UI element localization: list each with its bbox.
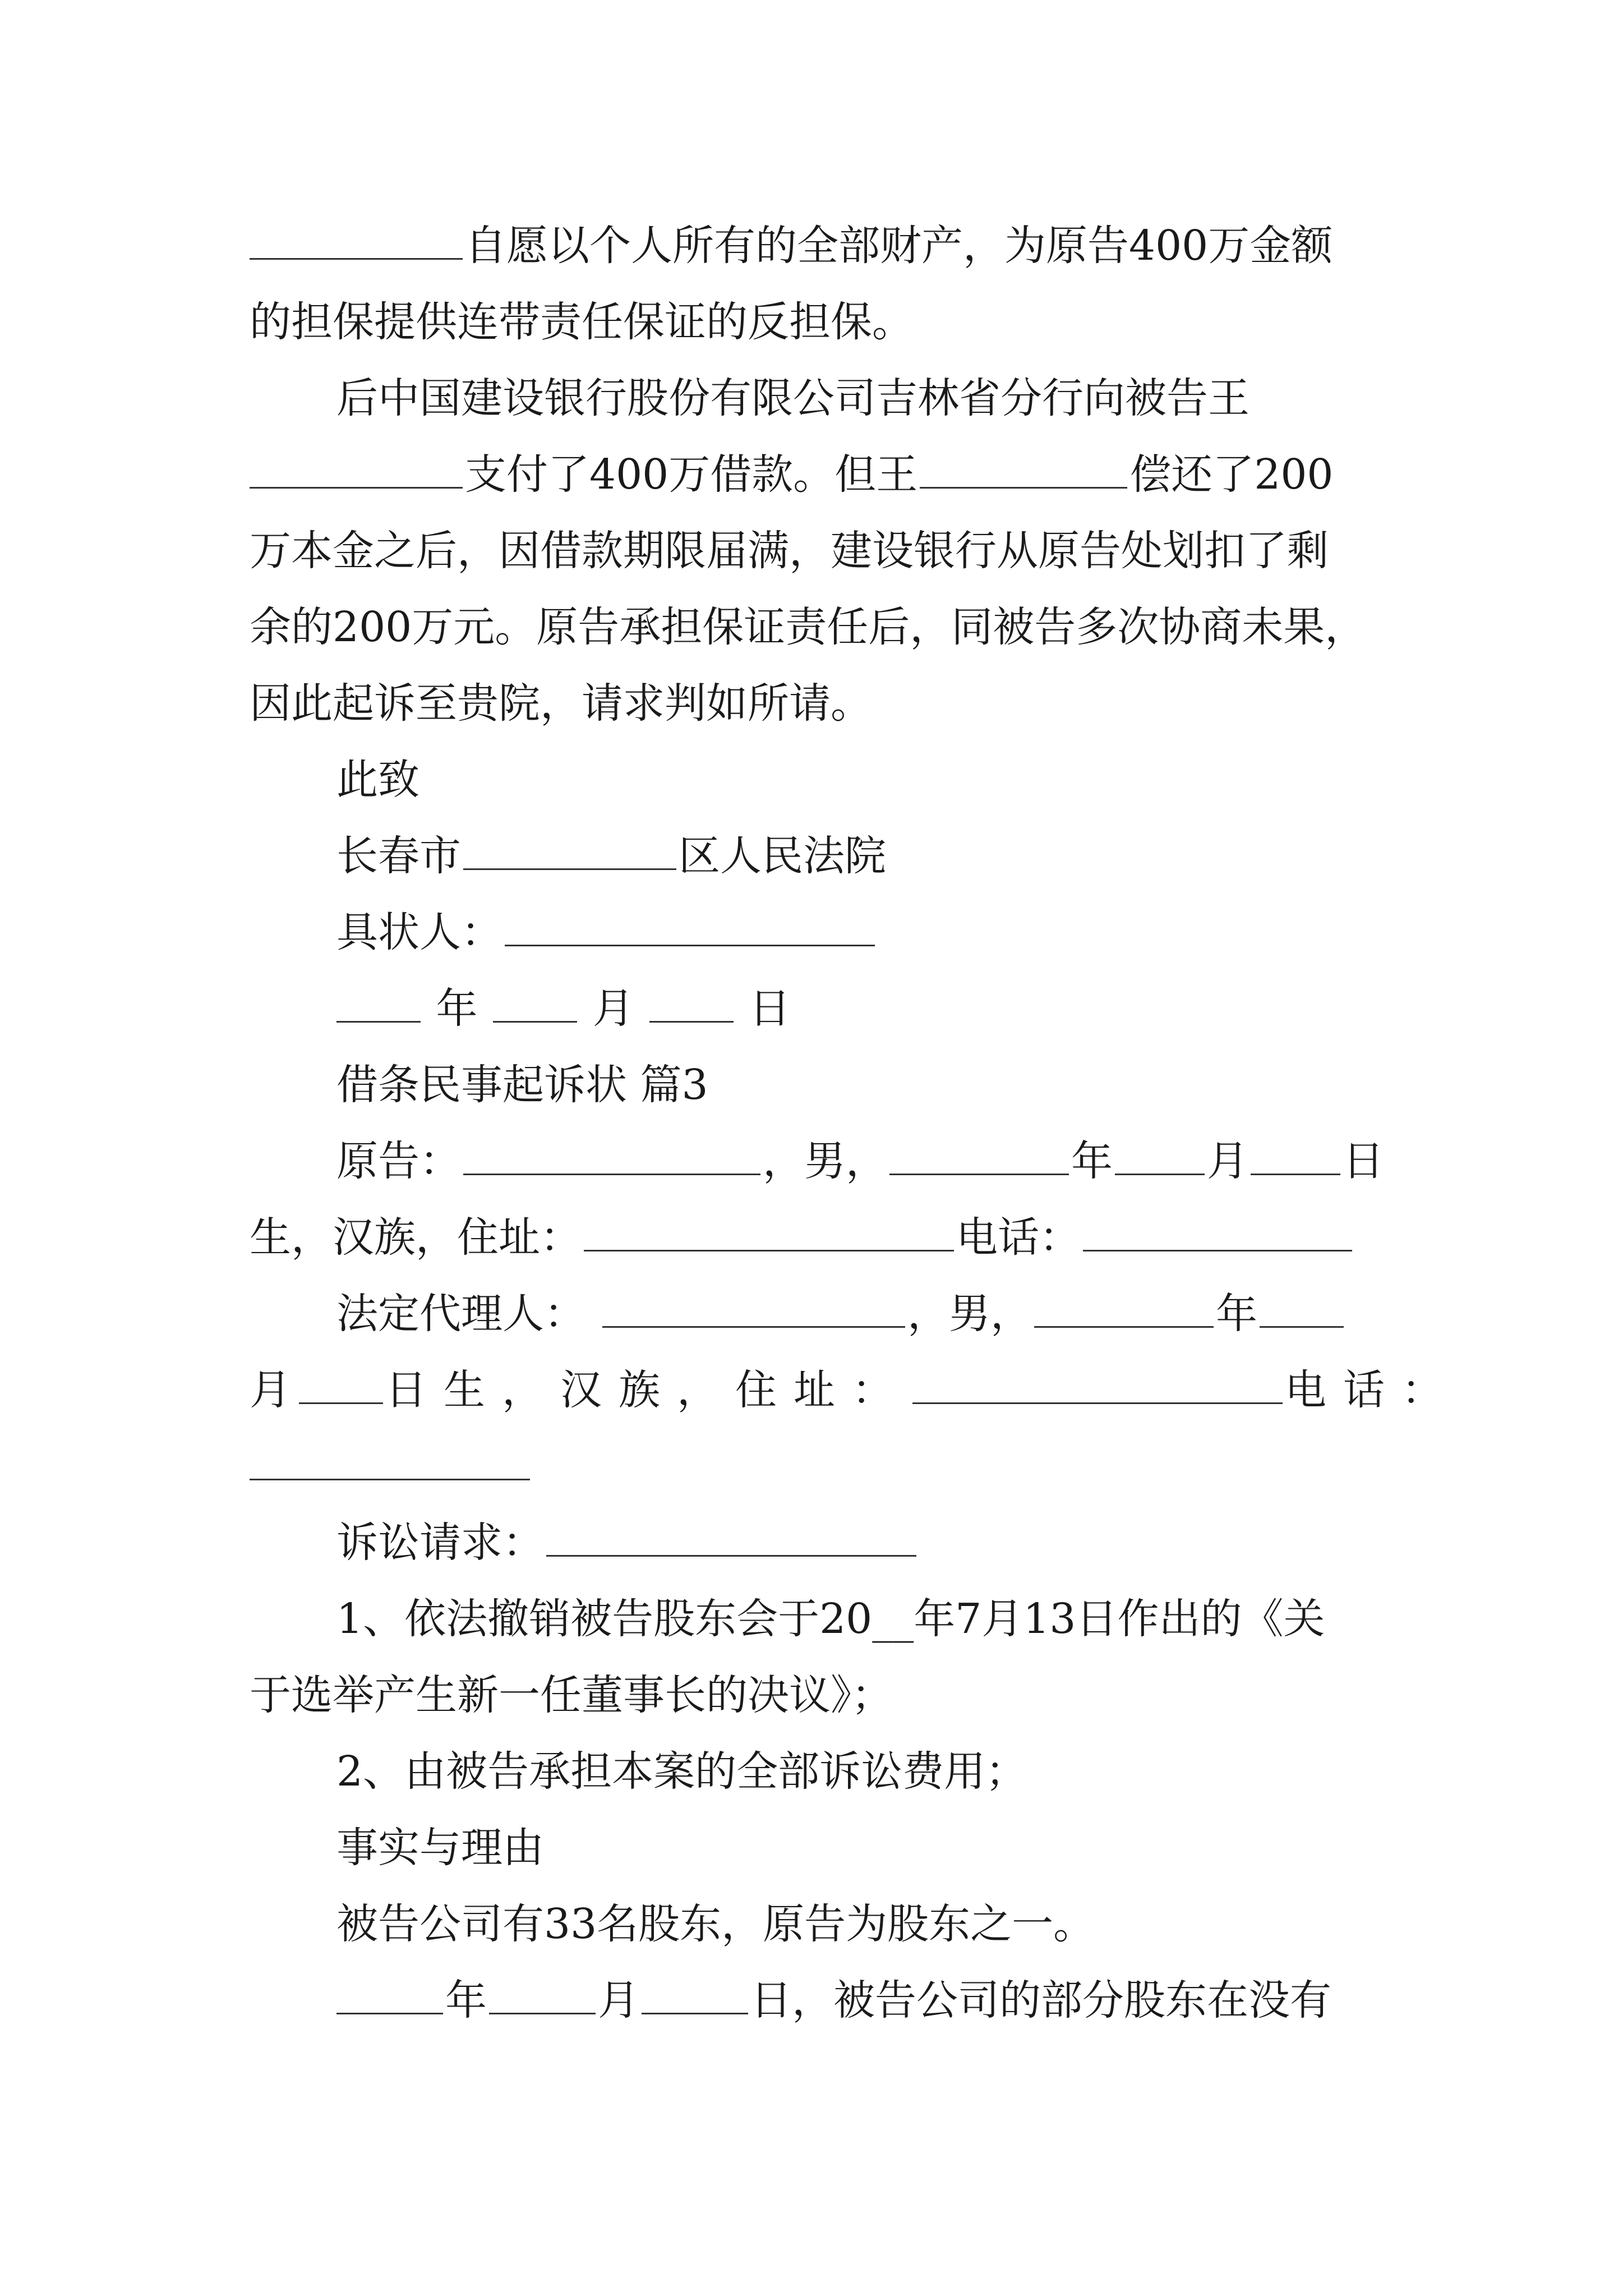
para2-line3: 万本金之后，因借款期限届满，建设银行从原告处划扣了剩 (250, 527, 1329, 575)
text: 月 (592, 984, 634, 1033)
text: 日，被告公司的部分股东在没有 (750, 1976, 1331, 2024)
text: 日 (749, 984, 791, 1033)
para1-line1 (250, 208, 1387, 284)
text: 偿还了200 (1129, 450, 1334, 499)
section-title: 借条民事起诉状 篇3 (336, 1061, 708, 1109)
blank-field (250, 1446, 530, 1480)
plaintiff-line2 (250, 1199, 1387, 1276)
text: 法定代理人： (336, 1290, 585, 1338)
blank-field (1083, 1217, 1352, 1251)
blank-field (493, 988, 577, 1023)
blank-field (250, 226, 463, 260)
facts-line2 (336, 1962, 1387, 2039)
blank-field (299, 1370, 383, 1404)
para1-line2: 的担保提供连带责任保证的反担保。 (250, 298, 914, 346)
text: 日 (1343, 1137, 1384, 1185)
salutation: 此致 (336, 756, 419, 804)
blank-field (889, 1141, 1069, 1175)
text: 年 (1216, 1290, 1257, 1338)
text: 生，汉族，住址： (250, 1213, 582, 1262)
para2-line5: 因此起诉至贵院，请求判如所请。 (250, 679, 872, 728)
blank-field (336, 1980, 443, 2014)
text: ，男， (763, 1137, 887, 1185)
blank-field (584, 1217, 954, 1251)
text: 支付了400万借款。但王 (465, 450, 918, 499)
text: 诉讼请求： (336, 1519, 544, 1567)
agent-line1 (336, 1276, 1387, 1352)
court-line (336, 818, 1387, 894)
text: 自愿以个人所有的全部财产，为原告400万金额 (465, 222, 1333, 270)
text: 月 (250, 1366, 297, 1414)
blank-field (463, 1141, 760, 1175)
signer-line (336, 894, 1387, 970)
facts-line1: 被告公司有33名股东，原告为股东之一。 (336, 1900, 1095, 1948)
blank-field (1034, 1294, 1214, 1328)
blank-field (602, 1294, 905, 1328)
claim2: 2、由被告承担本案的全部诉讼费用； (336, 1747, 1027, 1796)
blank-field (1115, 1141, 1205, 1175)
blank-field (1251, 1141, 1340, 1175)
text: 年 (436, 984, 478, 1033)
para2-line4: 余的200万元。原告承担保证责任后，同被告多次协商未果， (250, 603, 1367, 651)
facts-title: 事实与理由 (336, 1824, 544, 1872)
blank-field (649, 988, 734, 1023)
text: 年 (1071, 1137, 1113, 1185)
text: 具状人： (336, 908, 502, 956)
text: 原告： (336, 1137, 461, 1185)
blank-field (546, 1522, 916, 1557)
text: 电话： (956, 1213, 1081, 1262)
para2-line1: 后中国建设银行股份有限公司吉林省分行向被告王 (336, 374, 1249, 422)
text: 区人民法院 (679, 832, 886, 880)
blank-field (336, 988, 421, 1023)
blank-field (505, 912, 875, 946)
plaintiff-line1 (336, 1123, 1387, 1199)
text: 日生，汉族，住址： (385, 1366, 910, 1414)
claim1-line2: 于选举产生新一任董事长的决议》； (250, 1671, 893, 1719)
claims-label-line (336, 1504, 1387, 1581)
text: 电话： (1285, 1366, 1460, 1414)
agent-line3 (250, 1428, 1387, 1504)
blank-field (1260, 1294, 1344, 1328)
blank-field (642, 1980, 748, 2014)
blank-field (250, 454, 463, 489)
text: 月 (1207, 1137, 1248, 1185)
date-line (336, 970, 1387, 1047)
blank-field (489, 1980, 596, 2014)
agent-line2 (250, 1352, 1460, 1428)
text: 长春市 (336, 832, 461, 880)
para2-line2 (250, 436, 1387, 513)
text: 月 (598, 1976, 639, 2024)
blank-field (463, 836, 676, 870)
text: ，男， (907, 1290, 1032, 1338)
claim1-line1: 1、依法撤销被告股东会于20__年7月13日作出的《关 (336, 1595, 1325, 1643)
blank-field (912, 1370, 1283, 1404)
text: 年 (445, 1976, 487, 2024)
blank-field (920, 454, 1127, 489)
